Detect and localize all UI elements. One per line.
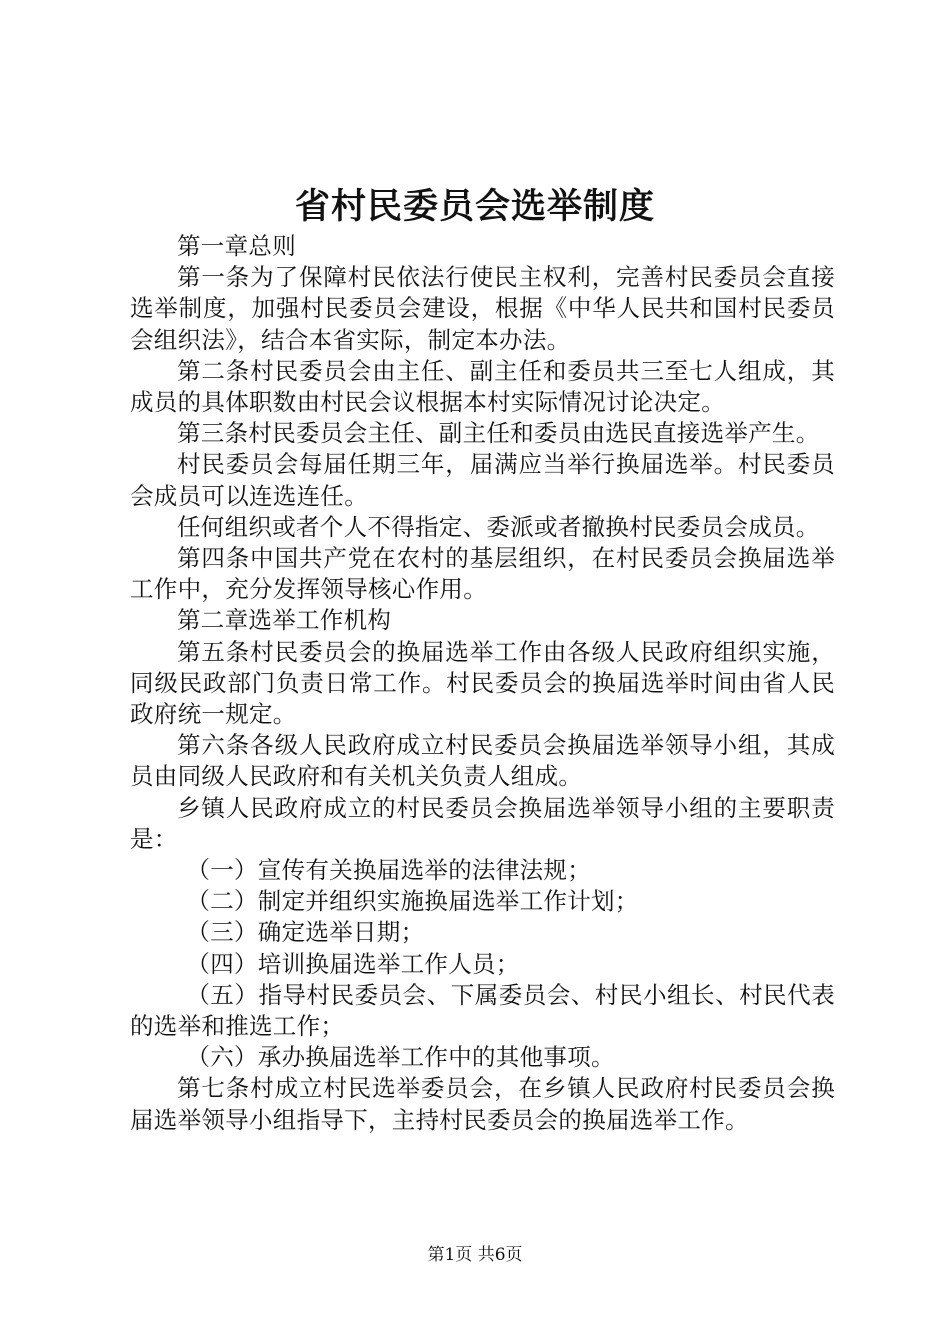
article-paragraph: 任何组织或者个人不得指定、委派或者撤换村民委员会成员。 [177, 512, 820, 541]
article-paragraph: 第六条各级人民政府成立村民委员会换届选举领导小组，其成员由同级人民政府和有关机关负责人组成。 [130, 731, 835, 791]
list-item: （三）确定选举日期； [186, 918, 425, 947]
article-paragraph: 第一条为了保障村民依法行使民主权利，完善村民委员会直接选举制度，加强村民委员会建设，根据《中华人民共和国村民委员会组织法》，结合本省实际，制定本办法。 [130, 263, 835, 354]
article-paragraph: 第三条村民委员会主任、副主任和委员由选民直接选举产生。 [177, 419, 820, 448]
page-footer: 第1页 共6页 [427, 1245, 523, 1265]
article-paragraph: 第五条村民委员会的换届选举工作由各级人民政府组织实施，同级民政部门负责日常工作。村民委员会的换届选举时间由省人民政府统一规定。 [130, 637, 835, 729]
article-paragraph: 乡镇人民政府成立的村民委员会换届选举领导小组的主要职责是： [130, 793, 835, 853]
chapter-heading: 第二章选举工作机构 [177, 606, 392, 635]
article-paragraph: 村民委员会每届任期三年，届满应当举行换届选举。村民委员会成员可以连选连任。 [130, 450, 835, 510]
chapter-heading: 第一章总则 [177, 232, 296, 260]
list-item: （六）承办换届选举工作中的其他事项。 [186, 1043, 615, 1072]
document-title: 省村民委员会选举制度 [294, 187, 655, 227]
list-item: （五）指导村民委员会、下属委员会、村民小组长、村民代表的选举和推选工作； [130, 980, 835, 1041]
article-paragraph: 第四条中国共产党在农村的基层组织，在村民委员会换届选举工作中，充分发挥领导核心作用。 [130, 544, 835, 604]
list-item: （二）制定并组织实施换届选举工作计划； [186, 887, 639, 916]
list-item: （四）培训换届选举工作人员； [186, 949, 520, 978]
document-body [130, 231, 835, 1136]
article-paragraph: 第七条村成立村民选举委员会，在乡镇人民政府村民委员会换届选举领导小组指导下，主持村民委员会的换届选举工作。 [130, 1074, 835, 1134]
list-item: （一）宣传有关换届选举的法律法规； [186, 856, 591, 885]
article-paragraph: 第二条村民委员会由主任、副主任和委员共三至七人组成，其成员的具体职数由村民会议根据本村实际情况讨论决定。 [130, 356, 835, 417]
